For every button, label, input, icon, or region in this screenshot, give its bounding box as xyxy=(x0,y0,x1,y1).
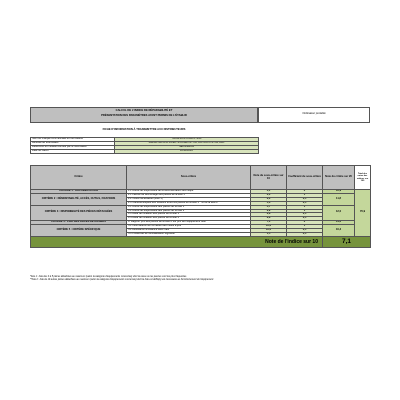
subcriteria-note: 6,8 xyxy=(251,217,287,221)
info-value: IMMEUBLE CAPE WORK WILLIAM, 2 BOULEVARD DE L'OISE, 95000 CERGY-PONTOISE, France xyxy=(115,141,259,145)
criteria-name: CRITÈRE 4 : PRIX DES PIÈCES DÉTACHÉES xyxy=(31,221,127,225)
subcriteria-coef: 0,5 xyxy=(287,229,323,233)
page-title: CALCUL DE L'INDICE DE RÉPARABILITÉ ET xyxy=(115,109,173,112)
subcriteria-coef: 0,5 xyxy=(287,201,323,205)
footnote: *liste 1 : liste des 3 à 5 pièces détachées au maximum (selon la catégorie d'équipements concernée) dont la casse ou les pannes sont les plus fréquentes. xyxy=(30,276,187,278)
subcriteria-coef: 1 xyxy=(287,225,323,229)
criteria-note: 16,9 xyxy=(323,190,355,194)
subcriteria-label: 5.3 Possibilité de réinitialisation logicielle xyxy=(127,232,251,236)
info-value: THOMSON COMPUTING xyxy=(115,138,259,142)
subcriteria-coef: 0,5 xyxy=(287,213,323,217)
subcriteria-coef: 1 xyxy=(287,205,323,209)
criteria-name: CRITÈRE 5 : CRITÈRE SPÉCIFIQUE xyxy=(31,225,127,237)
table-header-row xyxy=(31,166,371,190)
subcriteria-label: 3.2 Durée de disponibilité des pièces de la liste 2 xyxy=(127,209,251,213)
info-section-title: FICHE D'INFORMATION À TRANSMETTRE AUX DISTRIBUTEURS xyxy=(102,128,186,131)
header-note-crit: Note du critère sur 20 xyxy=(323,166,355,190)
subcriteria-label: 2.1 Facilité de démontage des pièces de la liste 1* xyxy=(127,193,251,197)
subcriteria-coef: 1 xyxy=(287,209,323,213)
subcriteria-label: 5.1 Informations sur la nature des mises à jour xyxy=(127,225,251,229)
subcriteria-label: 3.1 Durée de disponibilité des pièces de la liste 1 xyxy=(127,205,251,209)
total-score: 70,9 xyxy=(355,190,371,237)
header-subcriteria: Sous-critère xyxy=(127,166,251,190)
product-category: Ordinateur portable xyxy=(302,112,326,115)
subcriteria-label: 4. Rapport prix des pièces de la liste 2 sur prix de l'équipement neuf xyxy=(127,221,251,225)
info-value: NEO14BK64 xyxy=(115,145,259,149)
info-label: Référence du modèle donnée par le fournisseur xyxy=(31,145,115,149)
info-row xyxy=(31,149,259,153)
subcriteria-note: 10,0 xyxy=(251,225,287,229)
header-coef: Coefficient du sous-critère xyxy=(287,166,323,190)
subcriteria-note: 5,7 xyxy=(251,205,287,209)
page-subtitle: PRÉSENTATION DES PARAMÈTRES AYANT PERMIS DE L'ÉTABLIR xyxy=(101,114,187,117)
subcriteria-label: 2.3 Caractéristiques des fixations entre les pièces de la liste 1** et de la liste 2 xyxy=(127,201,251,205)
criteria-note: 14,0 xyxy=(323,221,355,225)
subcriteria-note: 6,9 xyxy=(251,209,287,213)
info-label: Date du calcul xyxy=(31,149,115,153)
subcriteria-note: 10,0 xyxy=(251,229,287,233)
final-score-label: Note de l'indice sur 10 xyxy=(31,236,323,247)
subcriteria-note: 5,3 xyxy=(251,201,287,205)
subcriteria-note: 6,0 xyxy=(251,197,287,201)
subcriteria-note: 6,8 xyxy=(251,213,287,217)
subcriteria-note: 4,1 xyxy=(251,190,287,194)
subcriteria-note: 7,0 xyxy=(251,221,287,225)
criteria-name: CRITÈRE 2 : DÉMONTABILITÉ, ACCÈS, OUTILS, FIXATIONS xyxy=(31,193,127,205)
header-criteria: Critère xyxy=(31,166,127,190)
subcriteria-note: 1,5 xyxy=(251,232,287,236)
subcriteria-coef: 0,5 xyxy=(287,217,323,221)
subcriteria-label: 1.1 Durée de disponibilité de la documentation technique xyxy=(127,190,251,194)
final-score-row xyxy=(31,236,371,247)
footnotes xyxy=(30,276,370,282)
category-box xyxy=(258,107,370,123)
criteria-name: CRITÈRE 1 : DOCUMENTATION xyxy=(31,190,127,194)
criteria-note: 11,8 xyxy=(323,193,355,205)
criteria-note: 16,3 xyxy=(323,225,355,237)
info-value: 26/11/2020 xyxy=(115,149,259,153)
supplier-info-table xyxy=(30,137,259,154)
score-table xyxy=(30,165,371,248)
criteria-note: 12,0 xyxy=(323,205,355,221)
subcriteria-coef: 0,5 xyxy=(287,197,323,201)
subcriteria-coef: 0,5 xyxy=(287,232,323,236)
subcriteria-label: 3.4 Délai de livraison des pièces de la liste 2 xyxy=(127,217,251,221)
subcriteria-label: 5.2 Assistance à distance sans frais xyxy=(127,229,251,233)
footnote: **liste 2 : liste de 10 autres pièces détachées au maximum (selon la catégorie d'équipements concernée) dont la liste est défini(e) est nécessaire au fonctionnement de l'équipement. xyxy=(30,279,214,282)
subcriteria-coef: 1 xyxy=(287,193,323,197)
subcriteria-note: 6,0 xyxy=(251,193,287,197)
final-score-value: 7,1 xyxy=(323,236,371,247)
info-label: Nom ou marque commerciale du fournisseur xyxy=(31,138,115,142)
subcriteria-coef: 2 xyxy=(287,221,323,225)
criteria-name: CRITÈRE 3 : DISPONIBILITÉ DES PIÈCES DÉTACHÉES xyxy=(31,205,127,221)
subcriteria-label: 2.2 Outils nécessaires (liste 1) xyxy=(127,197,251,201)
header-total: Total des notes des critères sur 100 xyxy=(355,166,371,190)
subcriteria-label: 3.3 Délai de livraison des pièces de la liste 1 xyxy=(127,213,251,217)
header-note-sub: Note du sous-critère sur 10 xyxy=(251,166,287,190)
info-label: Adresse du fournisseur xyxy=(31,141,115,145)
subcriteria-coef: 2 xyxy=(287,190,323,194)
